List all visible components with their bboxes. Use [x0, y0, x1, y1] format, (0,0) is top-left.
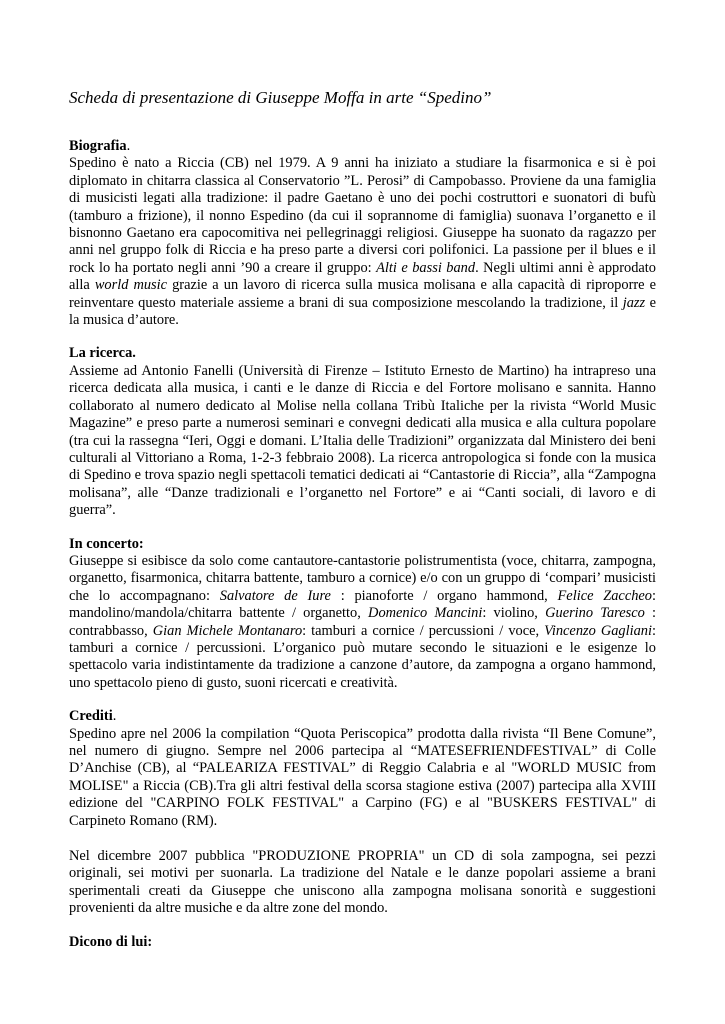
heading-text: Biografia	[69, 138, 127, 154]
musician-name: Salvatore de Iure	[219, 587, 331, 604]
musician-name: Gian Michele Montanaro	[152, 622, 303, 639]
musician-name: Vincenzo Gagliani	[544, 622, 652, 639]
paragraph-crediti-1: Spedino apre nel 2006 la compilation “Quota Periscopica” prodotta dalla rivista “Il Bene Comune”, nel numero di giugno. Sempre nel 2006 partecipa al “MATESEFRIENDFESTIVAL” di Colle D’Anchise (CB), al “PALEARIZA FESTIVAL” di Reggio Calabria e al "WORLD MUSIC from MOLISE" a Riccia (CB).Tra gli altri festival della scorsa stagione estiva (2007) partecipa alla XVIII edizione del "CARPINO FOLK FESTIVAL" a Carpino (FG) e al "BUSKERS FESTIVAL" di Carpineto Romano (RM).	[69, 725, 656, 829]
document-body	[69, 138, 656, 967]
italic-term: jazz	[622, 294, 646, 311]
paragraph-biografia	[69, 155, 656, 329]
section-heading-ricerca: La ricerca.	[69, 345, 136, 362]
heading-text: Crediti	[69, 708, 113, 725]
section-dicono	[69, 934, 656, 951]
heading-suffix: .	[112, 708, 117, 725]
text-run: : tamburi a cornice / percussioni. L’organico può mutare secondo le situazioni e le esigenze lo spettacolo varia indistintamente da tradizione a canzone d’autore, da zampogna a organo hammond, uno spettacolo pieno di gusto, suoni ricercati e creatività.	[69, 622, 656, 691]
heading-suffix: .	[126, 138, 131, 154]
text-run: e la musica d’autore.	[69, 294, 656, 329]
section-heading-biografia	[69, 138, 656, 155]
section-crediti	[69, 708, 656, 917]
paragraph-ricerca: Assieme ad Antonio Fanelli (Università di Firenze – Istituto Ernesto de Martino) ha intrapreso una ricerca dedicata alla musica, i canti e le danze di Riccia e del Fortore molisano e sannita. Hanno collaborato al numero dedicato al Molise nella collana Tribù Italiche per la rivista “World Music Magazine” e preso parte a numerosi seminari e convegni dedicati alla musica e alla cultura popolare (tra cui la rassegna “Ieri, Oggi e domani. L’Italia delle Tradizioni” organizzata dal Ministero dei beni culturali al Vittoriano a Roma, 1-2-3 febbraio 2008). La ricerca antropologica si fonde con la musica di Spedino e trova spazio negli spettacoli tematici dedicati ai “Cantastorie di Riccia”, alla “Zampogna molisana”, alle “Danze tradizionali e l’organetto nel Fortore” e ai “Canti sociali, di lavoro e di guerra”.	[69, 362, 656, 519]
section-heading-crediti	[69, 708, 656, 725]
section-concerto	[69, 536, 656, 693]
text-run: : mandolino/mandola/chitarra battente / organetto,	[69, 587, 656, 622]
musician-name: Domenico Mancini	[368, 605, 483, 622]
document-title: Scheda di presentazione di Giuseppe Moffa in arte “Spedino”	[69, 88, 492, 107]
musician-name: Guerino Taresco	[545, 605, 645, 622]
text-run: Spedino è nato a Riccia (CB) nel 1979. A 9 anni ha iniziato a studiare la fisarmonica e si è poi diplomato in chitarra classica al Conservatorio ”L. Perosi” di Campobasso. Proviene da una famiglia di musicisti legati alla tradizione: il padre Gaetano è uno dei pochi costruttori e suonatori di bufù (tamburo a frizione), il nonno Espedino (da cui il soprannome di famiglia) suonava l’organetto e il bisnonno Gaetano era capocomitiva nei pellegrinaggi religiosi. Giuseppe ha suonato da ragazzo per anni nel gruppo folk di Riccia e ha preso parte a diversi cori polifonici. La passione per il blues e il rock lo ha portato negli anni ’90 a creare il gruppo:	[69, 155, 656, 276]
section-biografia	[69, 138, 656, 329]
section-heading-dicono: Dicono di lui:	[69, 933, 153, 950]
musician-name: Felice Zaccheo	[557, 587, 652, 604]
text-run: Giuseppe si esibisce da solo come cantautore-cantastorie polistrumentista (voce, chitarra, zampogna, organetto, fisarmonica, chitarra battente, tamburo a cornice) e/o con un gruppo di ‘compari’ musicisti che lo accompagnano:	[69, 552, 656, 604]
paragraph-crediti-2: Nel dicembre 2007 pubblica "PRODUZIONE PROPRIA" un CD di sola zampogna, sei pezzi originali, sei motivi per suonarla. La tradizione del Natale e le danze popolari assieme a brani sperimentali creati da Giuseppe che uniscono alla zampogna molisana sonorità e suggestioni provenienti da altre musiche e da altre zone del mondo.	[69, 848, 656, 917]
text-run: : violino,	[482, 605, 546, 622]
section-ricerca	[69, 345, 656, 519]
paragraph-concerto	[69, 553, 656, 692]
text-run: : tamburi a cornice / percussioni / voce,	[302, 622, 545, 639]
text-run: : pianoforte / organo hammond,	[330, 587, 558, 604]
section-heading-concerto: In concerto:	[69, 535, 144, 552]
text-run: . Negli ultimi anni è approdato alla	[69, 259, 656, 294]
text-run: : contrabbasso,	[69, 605, 656, 639]
italic-band-name: Alti e bassi band	[376, 259, 476, 276]
italic-term: world music	[94, 277, 168, 294]
text-run: grazie a un lavoro di ricerca sulla musica molisana e alla capacità di riproporre e reinventare questo materiale assieme a brani di sua composizione mescolando la tradizione, il	[69, 277, 656, 311]
